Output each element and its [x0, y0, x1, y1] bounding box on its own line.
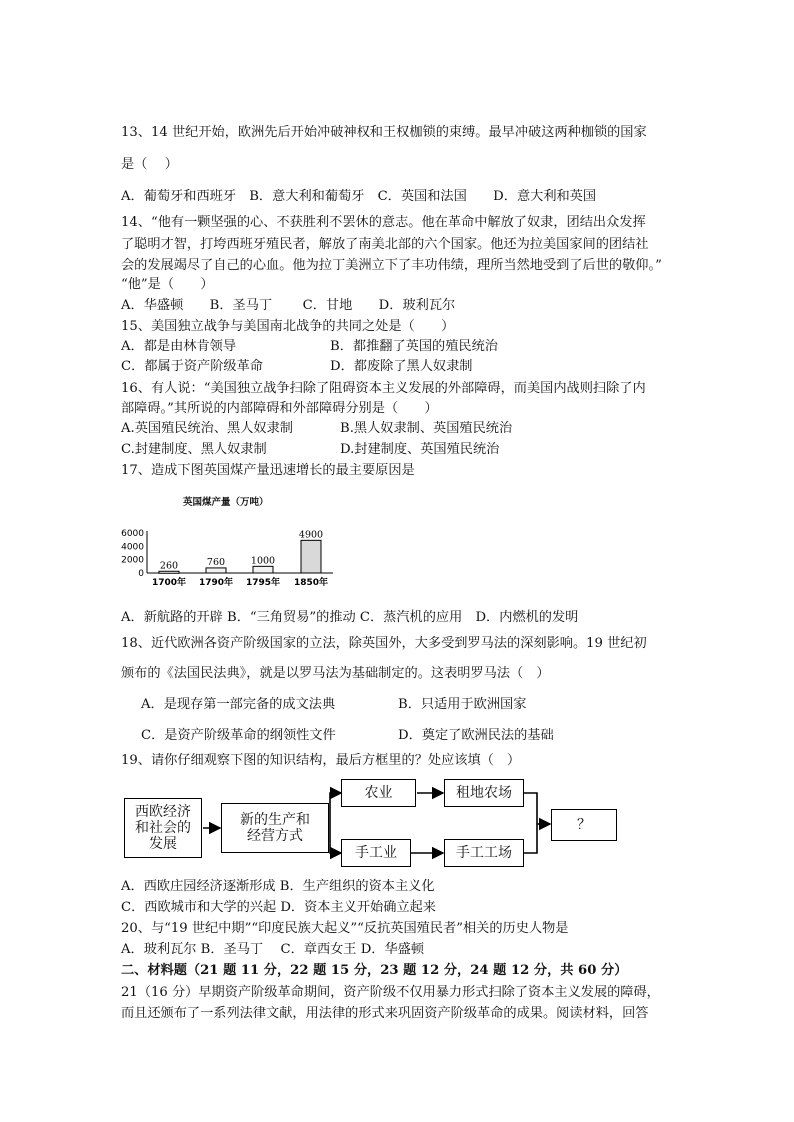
- q14-options: A．华盛顿 B．圣马丁 C．甘地 D．玻利瓦尔: [121, 298, 456, 313]
- bar: [159, 571, 179, 573]
- q19-options-cd: C．西欧城市和大学的兴起 D．资本主义开始确立起来: [121, 900, 436, 915]
- box3-label: 农业: [364, 785, 393, 801]
- q14-stem-line3: 会的发展竭尽了自己的心血。他为拉丁美洲立下了丰功伟绩，理所当然地受到了后世的敬仰。”: [121, 258, 662, 273]
- q19-stem: 19、请你仔细观察下图的知识结构，最后方框里的？处应该填（ ）: [121, 753, 521, 768]
- box1-label: 西欧经济和社会的发展: [135, 804, 191, 852]
- chart-title: 英国煤产量（万吨）: [183, 497, 269, 508]
- q16-stem-line1: 16、有人说：“美国独立战争扫除了阻碍资本主义发展的外部障碍，而美国内战则扫除了内: [121, 381, 646, 396]
- box-western-europe-development: [124, 798, 202, 858]
- bar-value-label: 260: [159, 560, 179, 572]
- bar-value-label: 4900: [298, 529, 324, 541]
- knowledge-structure-diagram: [121, 776, 621, 862]
- box2-label: 新的生产和经营方式: [240, 812, 310, 844]
- x-tick-label: 1850年: [293, 578, 329, 588]
- q13-stem-line2: 是（ ）: [121, 157, 178, 172]
- bar-value-label: 1000: [250, 555, 276, 567]
- y-tick-label: 0: [138, 569, 144, 579]
- q13-options: A．葡萄牙和西班牙 B．意大利和葡萄牙 C．英国和法国 D．意大利和英国: [121, 189, 597, 204]
- q16-option-d: D.封建制度、英国殖民统治: [340, 442, 500, 457]
- x-tick-label: 1700年: [151, 578, 187, 588]
- y-tick-label: 2000: [121, 555, 144, 566]
- arrow-to-agriculture: [330, 793, 341, 828]
- box-handicraft-workshop: [444, 839, 524, 867]
- box-new-production-mode: [221, 803, 329, 853]
- q16-stem-line2: 部障碍。”其所说的内部障碍和外部障碍分别是（ ）: [121, 401, 438, 416]
- q21-stem-line2: 而且还颁布了一系列法律文献，用法律的形式来巩固资产阶级革命的成果。阅读材料，回答: [121, 1006, 649, 1021]
- box6-label: 手工工场: [456, 845, 512, 861]
- q14-stem-line1: 14、“他有一颗坚强的心、不获胜利不罢休的意志。他在革命中解放了奴隶，团结出众发挥: [121, 215, 646, 230]
- q18-option-a: A．是现存第一部完备的成文法典: [141, 697, 336, 712]
- merge-bracket: [524, 793, 537, 853]
- q20-options: A．玻利瓦尔 B．圣马丁 C．章西女王 D．华盛顿: [121, 942, 425, 957]
- q19-options-ab: A．西欧庄园经济逐渐形成 B．生产组织的资本主义化: [121, 879, 435, 894]
- q18-stem-line2: 颁布的《法国民法典》，就是以罗马法为基础制定的。这表明罗马法（ ）: [121, 666, 550, 681]
- box4-label: 租地农场: [456, 785, 512, 801]
- bar: [301, 540, 321, 573]
- q17-stem: 17、造成下图英国煤产量迅速增长的最主要原因是: [121, 463, 415, 478]
- q15-option-a: A．都是由林肯领导: [121, 339, 237, 354]
- box-handicraft: [341, 839, 411, 867]
- y-tick-label: 6000: [121, 529, 144, 539]
- box-agriculture: [341, 779, 416, 807]
- q13-stem-line1: 13、14 世纪开始，欧洲先后开始冲破神权和王权枷锁的束缚。最早冲破这两种枷锁的国家: [121, 125, 647, 140]
- q14-stem-line2: 了聪明才智，打垮西班牙殖民者，解放了南美北部的六个国家。他还为拉美国家间的团结社: [121, 237, 649, 252]
- box-answer-blank: [551, 809, 617, 841]
- x-tick-label: 1790年: [198, 578, 234, 588]
- q21-stem-line1: 21（16 分）早期资产阶级革命期间，资产阶级不仅用暴力形式扫除了资本主义发展的障碍，: [121, 985, 660, 1000]
- q18-option-b: B．只适用于欧洲国家: [398, 697, 527, 712]
- q16-option-c: C.封建制度、黑人奴隶制: [121, 442, 267, 457]
- box7-label: ？: [577, 817, 591, 833]
- q15-stem: 15、美国独立战争与美国南北战争的共同之处是（ ）: [121, 319, 455, 334]
- q16-option-a: A.英国殖民统治、黑人奴隶制: [121, 421, 293, 436]
- q20-stem: 20、与“19 世纪中期”“印度民族大起义”“反抗英国殖民者”相关的历史人物是: [121, 921, 569, 936]
- q14-stem-line4: “他”是（ ）: [121, 277, 214, 292]
- q15-option-c: C．都属于资产阶级革命: [121, 359, 263, 374]
- q17-options: A．新航路的开辟 B．“三角贸易”的推动 C．蒸汽机的应用 D．内燃机的发明: [121, 610, 579, 625]
- box5-label: 手工业: [355, 845, 397, 861]
- y-tick-label: 4000: [121, 542, 144, 553]
- q18-stem-line1: 18、近代欧洲各资产阶级国家的立法，除英国外，大多受到罗马法的深刻影响。19 世纪初: [121, 636, 647, 651]
- bar-value-label: 760: [206, 556, 226, 568]
- q15-option-d: D．都废除了黑人奴隶制: [330, 359, 473, 374]
- q18-option-c: C．是资产阶级革命的纲领性文件: [141, 728, 336, 743]
- q18-option-d: D．奠定了欧洲民法的基础: [398, 728, 554, 743]
- bar: [206, 568, 226, 573]
- q15-option-b: B．都推翻了英国的殖民统治: [330, 339, 498, 354]
- q16-option-b: B.黑人奴隶制、英国殖民统治: [340, 421, 513, 436]
- box-leased-farm: [444, 779, 524, 807]
- arrow-to-handicraft: [330, 828, 341, 853]
- x-tick-label: 1795年: [245, 578, 281, 588]
- coal-output-chart: [121, 487, 337, 589]
- bar: [253, 566, 273, 573]
- coal-output-chart-svg: [121, 487, 337, 589]
- section2-heading: 二、材料题（21 题 11 分，22 题 15 分，23 题 12 分，24 题 12 分，共 60 分）: [121, 963, 628, 978]
